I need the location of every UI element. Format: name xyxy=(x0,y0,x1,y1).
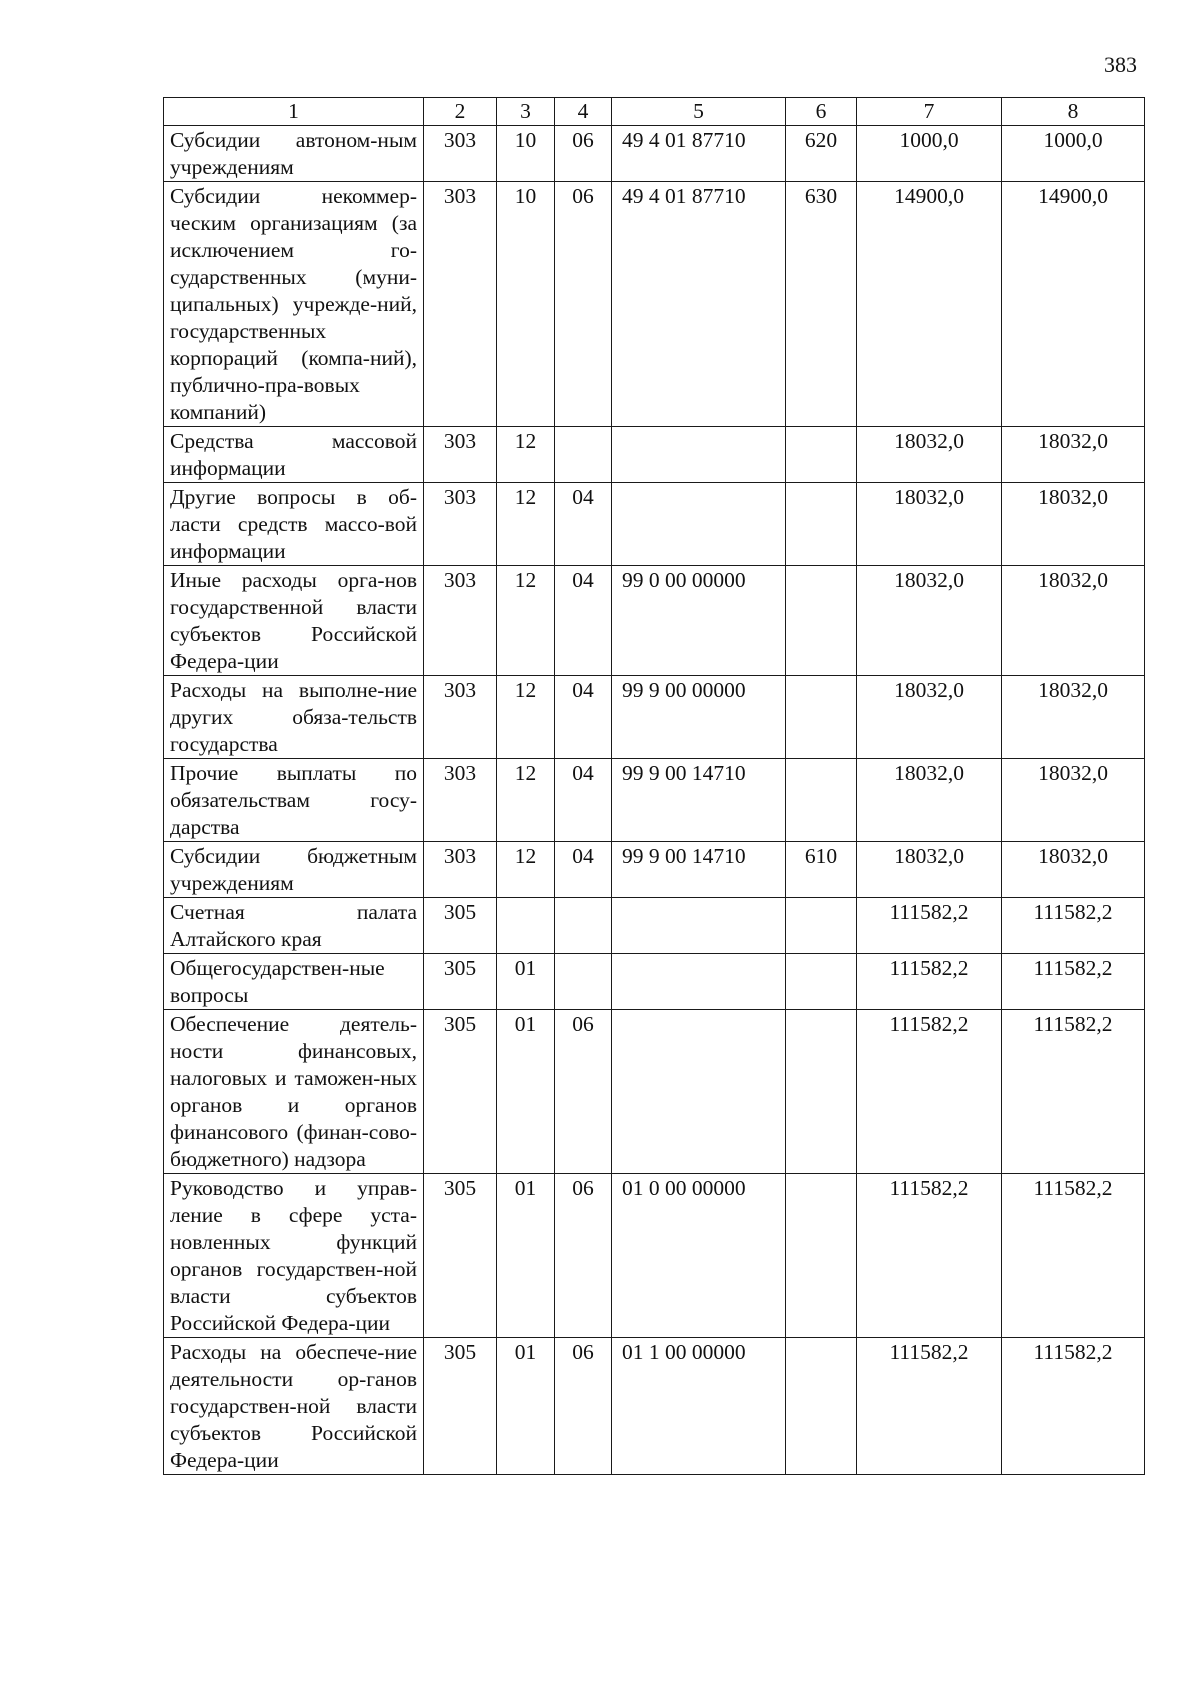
row-code-2-cell: 303 xyxy=(424,566,497,676)
row-code-3-cell: 10 xyxy=(497,126,555,182)
row-code-6-cell xyxy=(786,1010,857,1174)
row-amount-8-cell: 18032,0 xyxy=(1002,759,1145,842)
row-code-5-cell xyxy=(612,483,786,566)
row-code-4-cell xyxy=(555,427,612,483)
row-amount-7-cell: 111582,2 xyxy=(857,1338,1002,1475)
row-code-5-cell: 49 4 01 87710 xyxy=(612,126,786,182)
row-code-6-cell xyxy=(786,483,857,566)
row-code-3-cell: 01 xyxy=(497,954,555,1010)
table-row xyxy=(164,1338,1145,1475)
row-code-2-cell: 303 xyxy=(424,483,497,566)
row-amount-8-cell: 1000,0 xyxy=(1002,126,1145,182)
row-code-6-cell xyxy=(786,898,857,954)
table-body xyxy=(164,126,1145,1475)
row-code-2-cell: 303 xyxy=(424,759,497,842)
row-code-5-cell: 01 1 00 00000 xyxy=(612,1338,786,1475)
row-code-2-cell: 303 xyxy=(424,676,497,759)
row-code-6-cell xyxy=(786,1174,857,1338)
row-code-5-cell xyxy=(612,427,786,483)
row-code-3-cell: 12 xyxy=(497,676,555,759)
row-code-3-cell: 01 xyxy=(497,1174,555,1338)
row-code-6-cell xyxy=(786,566,857,676)
row-code-5-cell: 99 0 00 00000 xyxy=(612,566,786,676)
row-name-cell: Общегосударствен-ные вопросы xyxy=(164,954,424,1010)
row-code-2-cell: 303 xyxy=(424,427,497,483)
row-name-cell: Руководство и управ-ление в сфере уста-новленных функций органов государствен-ной власти субъектов Российской Федера-ции xyxy=(164,1174,424,1338)
row-amount-8-cell: 18032,0 xyxy=(1002,427,1145,483)
table-row xyxy=(164,126,1145,182)
table-row xyxy=(164,898,1145,954)
header-cell: 7 xyxy=(857,98,1002,126)
row-name-cell: Расходы на обеспече-ние деятельности ор-ганов государствен-ной власти субъектов Российской Федера-ции xyxy=(164,1338,424,1475)
row-code-5-cell: 01 0 00 00000 xyxy=(612,1174,786,1338)
row-code-5-cell xyxy=(612,898,786,954)
row-name-cell: Прочие выплаты по обязательствам госу-дарства xyxy=(164,759,424,842)
row-code-5-cell: 49 4 01 87710 xyxy=(612,182,786,427)
row-name-cell: Счетная палата Алтайского края xyxy=(164,898,424,954)
table-row xyxy=(164,182,1145,427)
row-name-cell: Субсидии бюджетным учреждениям xyxy=(164,842,424,898)
row-code-3-cell: 01 xyxy=(497,1338,555,1475)
row-code-4-cell: 06 xyxy=(555,1338,612,1475)
row-amount-7-cell: 111582,2 xyxy=(857,898,1002,954)
row-amount-7-cell: 18032,0 xyxy=(857,676,1002,759)
row-code-2-cell: 303 xyxy=(424,182,497,427)
row-code-3-cell: 12 xyxy=(497,483,555,566)
row-code-4-cell: 06 xyxy=(555,1174,612,1338)
row-name-cell: Обеспечение деятель-ности финансовых, налоговых и таможен-ных органов и органов финансового (финан-сово-бюджетного) надзора xyxy=(164,1010,424,1174)
row-code-5-cell: 99 9 00 14710 xyxy=(612,759,786,842)
row-code-3-cell xyxy=(497,898,555,954)
header-cell: 6 xyxy=(786,98,857,126)
row-amount-7-cell: 111582,2 xyxy=(857,1174,1002,1338)
row-code-2-cell: 305 xyxy=(424,954,497,1010)
row-amount-8-cell: 18032,0 xyxy=(1002,842,1145,898)
row-code-6-cell xyxy=(786,954,857,1010)
table-row xyxy=(164,483,1145,566)
row-code-4-cell: 04 xyxy=(555,759,612,842)
table-row xyxy=(164,759,1145,842)
row-code-2-cell: 303 xyxy=(424,842,497,898)
row-code-4-cell: 04 xyxy=(555,676,612,759)
row-amount-7-cell: 14900,0 xyxy=(857,182,1002,427)
row-name-cell: Средства массовой информации xyxy=(164,427,424,483)
row-amount-7-cell: 18032,0 xyxy=(857,759,1002,842)
row-name-cell: Субсидии некоммер-ческим организациям (за исключением го-сударственных (муни-ципальных) учрежде-ний, государственных корпораций (компа-ний), публично-пра-вовых компаний) xyxy=(164,182,424,427)
table-row xyxy=(164,842,1145,898)
row-amount-8-cell: 111582,2 xyxy=(1002,898,1145,954)
header-cell: 1 xyxy=(164,98,424,126)
row-code-6-cell: 620 xyxy=(786,126,857,182)
row-code-4-cell: 06 xyxy=(555,126,612,182)
row-amount-7-cell: 1000,0 xyxy=(857,126,1002,182)
row-amount-8-cell: 18032,0 xyxy=(1002,483,1145,566)
row-code-2-cell: 305 xyxy=(424,1174,497,1338)
row-code-6-cell xyxy=(786,427,857,483)
row-code-5-cell: 99 9 00 00000 xyxy=(612,676,786,759)
row-amount-8-cell: 111582,2 xyxy=(1002,1338,1145,1475)
row-code-4-cell: 04 xyxy=(555,842,612,898)
row-amount-7-cell: 111582,2 xyxy=(857,1010,1002,1174)
row-code-2-cell: 303 xyxy=(424,126,497,182)
row-code-4-cell: 06 xyxy=(555,182,612,427)
header-cell: 5 xyxy=(612,98,786,126)
row-code-5-cell xyxy=(612,954,786,1010)
row-amount-7-cell: 18032,0 xyxy=(857,483,1002,566)
row-name-cell: Расходы на выполне-ние других обяза-тельств государства xyxy=(164,676,424,759)
row-code-3-cell: 12 xyxy=(497,427,555,483)
row-code-6-cell xyxy=(786,759,857,842)
row-code-3-cell: 12 xyxy=(497,842,555,898)
row-amount-8-cell: 18032,0 xyxy=(1002,676,1145,759)
table-row xyxy=(164,566,1145,676)
row-name-cell: Иные расходы орга-нов государственной власти субъектов Российской Федера-ции xyxy=(164,566,424,676)
row-amount-7-cell: 111582,2 xyxy=(857,954,1002,1010)
header-cell: 8 xyxy=(1002,98,1145,126)
header-cell: 2 xyxy=(424,98,497,126)
row-code-4-cell xyxy=(555,898,612,954)
row-amount-8-cell: 18032,0 xyxy=(1002,566,1145,676)
row-amount-7-cell: 18032,0 xyxy=(857,842,1002,898)
row-amount-8-cell: 14900,0 xyxy=(1002,182,1145,427)
row-code-2-cell: 305 xyxy=(424,1338,497,1475)
row-code-2-cell: 305 xyxy=(424,898,497,954)
row-code-4-cell: 04 xyxy=(555,566,612,676)
row-amount-8-cell: 111582,2 xyxy=(1002,1174,1145,1338)
row-code-2-cell: 305 xyxy=(424,1010,497,1174)
row-code-3-cell: 10 xyxy=(497,182,555,427)
row-code-3-cell: 12 xyxy=(497,759,555,842)
budget-table xyxy=(163,97,1145,1475)
row-code-6-cell xyxy=(786,676,857,759)
row-code-6-cell: 610 xyxy=(786,842,857,898)
row-code-4-cell xyxy=(555,954,612,1010)
table-row xyxy=(164,427,1145,483)
table-row xyxy=(164,1174,1145,1338)
row-name-cell: Другие вопросы в об-ласти средств массо-вой информации xyxy=(164,483,424,566)
row-code-3-cell: 12 xyxy=(497,566,555,676)
row-code-4-cell: 06 xyxy=(555,1010,612,1174)
page-number: 383 xyxy=(1104,52,1137,77)
row-amount-8-cell: 111582,2 xyxy=(1002,954,1145,1010)
row-amount-8-cell: 111582,2 xyxy=(1002,1010,1145,1174)
table-row xyxy=(164,1010,1145,1174)
header-cell: 4 xyxy=(555,98,612,126)
row-amount-7-cell: 18032,0 xyxy=(857,566,1002,676)
row-code-5-cell xyxy=(612,1010,786,1174)
row-name-cell: Субсидии автоном-ным учреждениям xyxy=(164,126,424,182)
table-row xyxy=(164,954,1145,1010)
row-amount-7-cell: 18032,0 xyxy=(857,427,1002,483)
row-code-5-cell: 99 9 00 14710 xyxy=(612,842,786,898)
header-cell: 3 xyxy=(497,98,555,126)
row-code-4-cell: 04 xyxy=(555,483,612,566)
row-code-6-cell: 630 xyxy=(786,182,857,427)
row-code-3-cell: 01 xyxy=(497,1010,555,1174)
row-code-6-cell xyxy=(786,1338,857,1475)
header-row xyxy=(164,98,1145,126)
table-row xyxy=(164,676,1145,759)
